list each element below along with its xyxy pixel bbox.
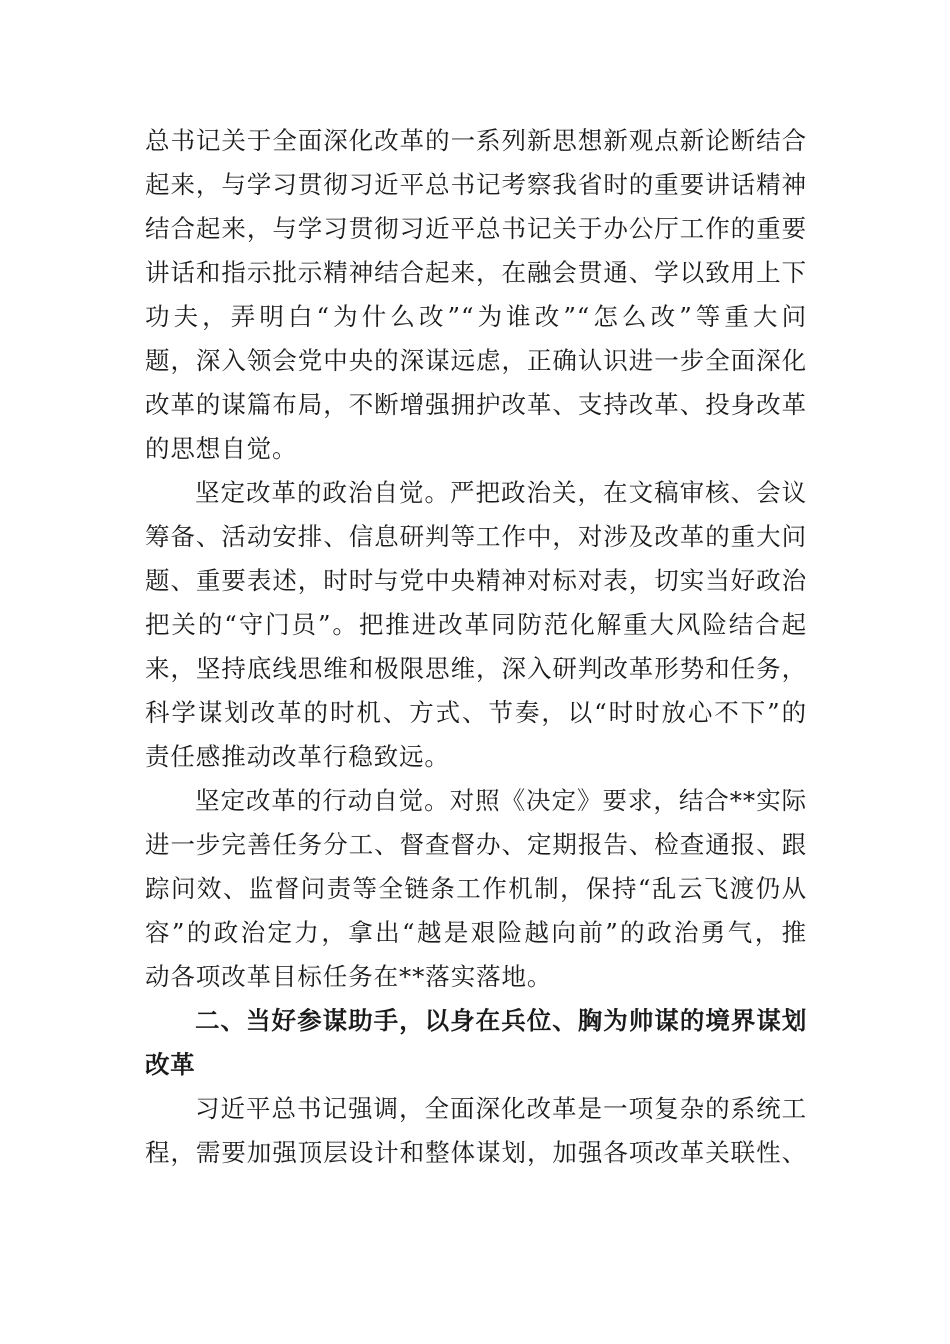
- paragraph-line: 改革的谋篇布局，不断增强拥护改革、支持改革、投身改革: [145, 390, 807, 419]
- paragraph-line: 习近平总书记强调，全面深化改革是一项复杂的系统工: [195, 1094, 807, 1123]
- paragraph-line: 容”的政治定力，拿出“越是艰险越向前”的政治勇气，推: [145, 918, 807, 947]
- paragraph-line: 动各项改革目标任务在**落实落地。: [145, 962, 553, 991]
- paragraph-line: 坚定改革的政治自觉。严把政治关，在文稿审核、会议: [195, 478, 807, 507]
- paragraph-line: 坚定改革的行动自觉。对照《决定》要求，结合**实际: [195, 786, 807, 815]
- paragraph-line: 题、重要表述，时时与党中央精神对标对表，切实当好政治: [145, 566, 807, 595]
- paragraph-line: 起来，与学习贯彻习近平总书记考察我省时的重要讲话精神: [145, 170, 807, 199]
- paragraph-line: 筹备、活动安排、信息研判等工作中，对涉及改革的重大问: [145, 522, 807, 551]
- paragraph-line: 功夫，弄明白“为什么改”“为谁改”“怎么改”等重大问: [145, 302, 807, 331]
- paragraph-line: 科学谋划改革的时机、方式、节奏，以“时时放心不下”的: [145, 698, 807, 727]
- section-heading: 二、当好参谋助手，以身在兵位、胸为帅谋的境界谋划: [195, 1006, 807, 1035]
- paragraph-line: 讲话和指示批示精神结合起来，在融会贯通、学以致用上下: [145, 258, 807, 287]
- paragraph-line: 踪问效、监督问责等全链条工作机制，保持“乱云飞渡仍从: [145, 874, 807, 903]
- paragraph-line: 责任感推动改革行稳致远。: [145, 742, 450, 771]
- paragraph-line: 的思想自觉。: [145, 434, 298, 463]
- paragraph-line: 进一步完善任务分工、督查督办、定期报告、检查通报、跟: [145, 830, 807, 859]
- paragraph-line: 题，深入领会党中央的深谋远虑，正确认识进一步全面深化: [145, 346, 807, 375]
- paragraph-line: 来，坚持底线思维和极限思维，深入研判改革形势和任务，: [145, 654, 807, 683]
- paragraph-line: 总书记关于全面深化改革的一系列新思想新观点新论断结合: [145, 126, 807, 155]
- paragraph-line: 程，需要加强顶层设计和整体谋划，加强各项改革关联性、: [145, 1138, 807, 1167]
- paragraph-line: 把关的“守门员”。把推进改革同防范化解重大风险结合起: [145, 610, 807, 639]
- paragraph-line: 结合起来，与学习贯彻习近平总书记关于办公厅工作的重要: [145, 214, 807, 243]
- document-body: [145, 119, 807, 1175]
- section-heading: 改革: [145, 1050, 196, 1079]
